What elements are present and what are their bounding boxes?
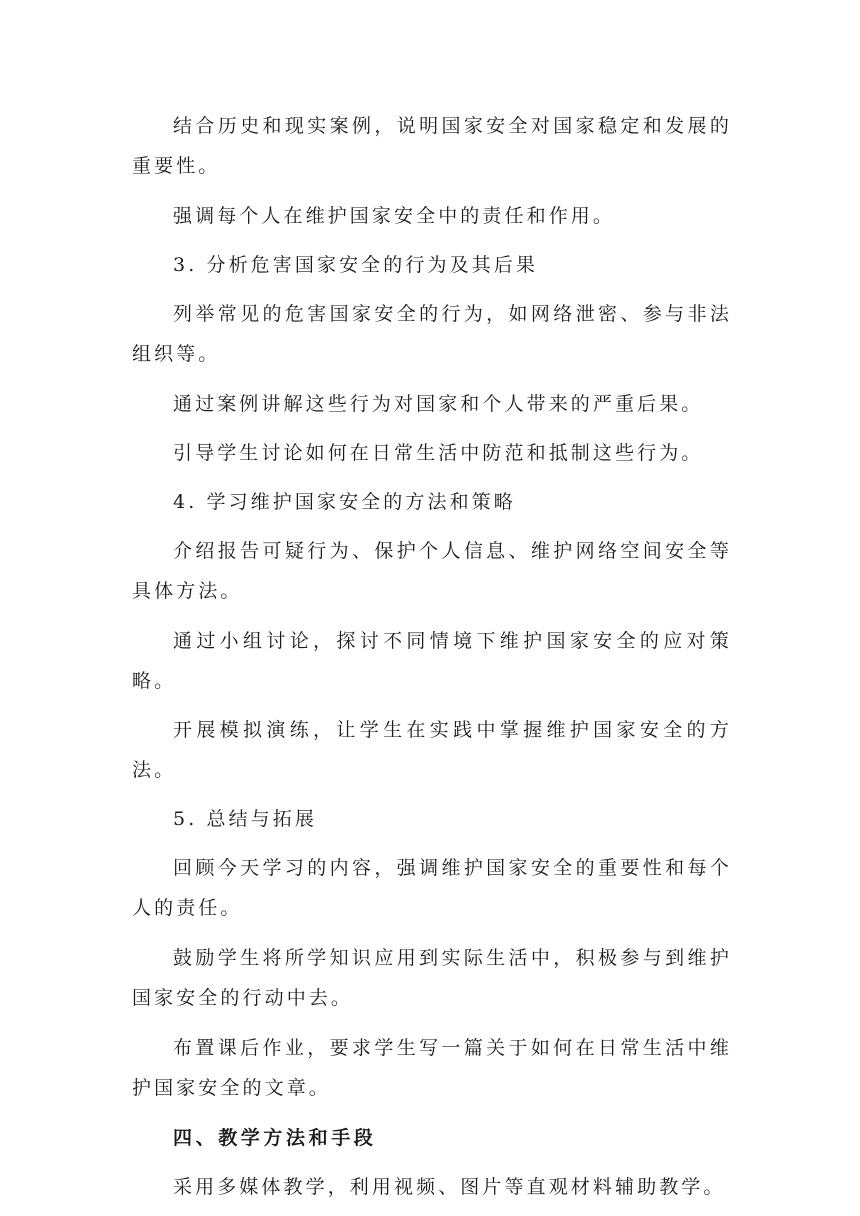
paragraph-case-importance: 结合历史和现实案例，说明国家安全对国家稳定和发展的重要性。 [132,115,732,177]
section-heading-4: 4. 学习维护国家安全的方法和策略 [173,491,516,513]
section-heading-teaching-methods: 四、教学方法和手段 [173,1127,377,1149]
paragraph-simulation: 开展模拟演练，让学生在实践中掌握维护国家安全的方法。 [132,719,732,781]
paragraph-encourage: 鼓励学生将所学知识应用到实际生活中，积极参与到维护国家安全的行动中去。 [132,947,732,1009]
paragraph-methods: 介绍报告可疑行为、保护个人信息、维护网络空间安全等具体方法。 [132,540,732,602]
paragraph-multimedia: 采用多媒体教学，利用视频、图片等直观材料辅助教学。 [173,1176,726,1198]
paragraph-group-discussion: 通过小组讨论，探讨不同情境下维护国家安全的应对策略。 [132,630,732,692]
paragraph-review: 回顾今天学习的内容，强调维护国家安全的重要性和每个人的责任。 [132,857,732,919]
paragraph-discussion: 引导学生讨论如何在日常生活中防范和抵制这些行为。 [173,442,704,464]
paragraph-homework: 布置课后作业，要求学生写一篇关于如何在日常生活中维护国家安全的文章。 [132,1037,732,1099]
paragraph-consequences: 通过案例讲解这些行为对国家和个人带来的严重后果。 [173,393,704,415]
paragraph-responsibility: 强调每个人在维护国家安全中的责任和作用。 [173,205,616,227]
section-heading-5: 5. 总结与拓展 [173,808,317,830]
section-heading-3: 3. 分析危害国家安全的行为及其后果 [173,254,538,276]
document-body [132,106,732,1207]
paragraph-harmful-acts: 列举常见的危害国家安全的行为，如网络泄密、参与非法组织等。 [132,303,732,365]
